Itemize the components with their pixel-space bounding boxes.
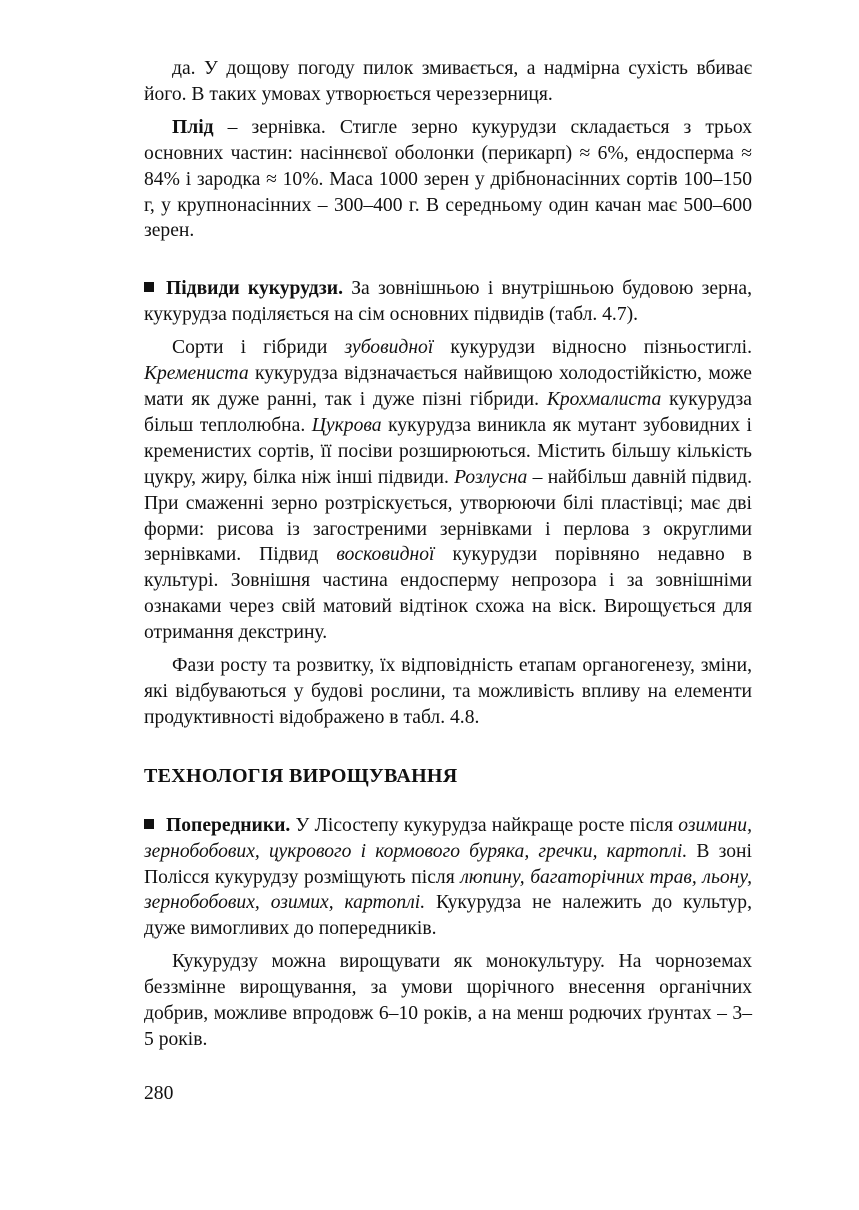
paragraph-subspecies: Підвиди кукурудзи. За зовнішньою і внутрішньою будовою зерна, кукурудза поділяється на сім основних підвидів (табл. 4.7). <box>144 278 752 326</box>
paragraph-fruit: Плід – зернівка. Стигле зерно кукурудзи складається з трьох основних частин: насіннєвої оболонки (перикарп) ≈ 6%, ендосперма ≈ 84% і зародка ≈ 10%. Маса 1000 зерен у дрібнонасінних сортів 100–150 г, у крупнонасінних – 300–400 г. В середньому один качан має 500–600 зерен. <box>144 116 752 242</box>
paragraph-phases: Фази росту та розвитку, їх відповідність етапам органогенезу, зміни, які відбуваються у будові рослини, та можливість впливу на елементи продуктивності відображено в табл. 4.8. <box>144 655 752 728</box>
paragraph-continuation: да. У дощову погоду пилок змивається, а надмірна сухість вбиває його. В таких умовах утворюється череззерниця. <box>144 58 752 105</box>
bullet-square-icon <box>144 819 154 829</box>
section-heading: ТЕХНОЛОГІЯ ВИРОЩУВАННЯ <box>144 764 458 787</box>
page-number: 280 <box>144 1083 174 1104</box>
term-subspecies: Підвиди кукурудзи. <box>166 278 343 300</box>
bullet-square-icon <box>144 282 154 292</box>
paragraph-predecessors: Попередники. У Лісостепу кукурудза найкраще росте після озимини, зернобобових, цукрового і кормового буряка, гречки, картоплі. В зоні Полісся кукурудзу розміщують після люпину, багаторічних трав, льону, зернобобових, озимих, картоплі. Кукурудза не належить до культур, дуже вимогливих до попередників. <box>144 814 752 940</box>
term-fruit: Плід <box>172 116 214 138</box>
paragraph-monoculture: Кукурудзу можна вирощувати як монокультуру. На чорноземах беззмінне вирощування, за умови щорічного внесення органічних добрив, можливе впродовж 6–10 років, а на менш родючих ґрунтах – 3–5 років. <box>144 951 752 1050</box>
paragraph-varieties: Сорти і гібриди зубовидної кукурудзи відносно пізньостиглі. Кремениста кукурудза відзначається найвищою холодостійкістю, може мати як дуже ранні, так і дуже пізні гібриди. Крохмалиста кукурудза більш теплолюбна. Цукрова кукурудза виникла як мутант зубовидних і кременистих сортів, її посіви розширюються. Містить більшу кількість цукру, жиру, білка ніж інші підвиди. Розлусна – найбільш давній підвид. При смаженні зерно розтріскується, утворюючи білі пластівці; має дві форми: рисова із загостреними зернівками і перлова з округлими зернівками. Підвид восковидної кукурудзи порівняно недавно в культурі. Зовнішня частина ендосперму непрозора і за зовнішніми ознаками через свій матовий відтінок схожа на віск. Вирощується для отримання декстрину. <box>144 337 753 644</box>
body-text <box>144 56 752 1053</box>
term-predecessors: Попередники. <box>166 814 291 836</box>
